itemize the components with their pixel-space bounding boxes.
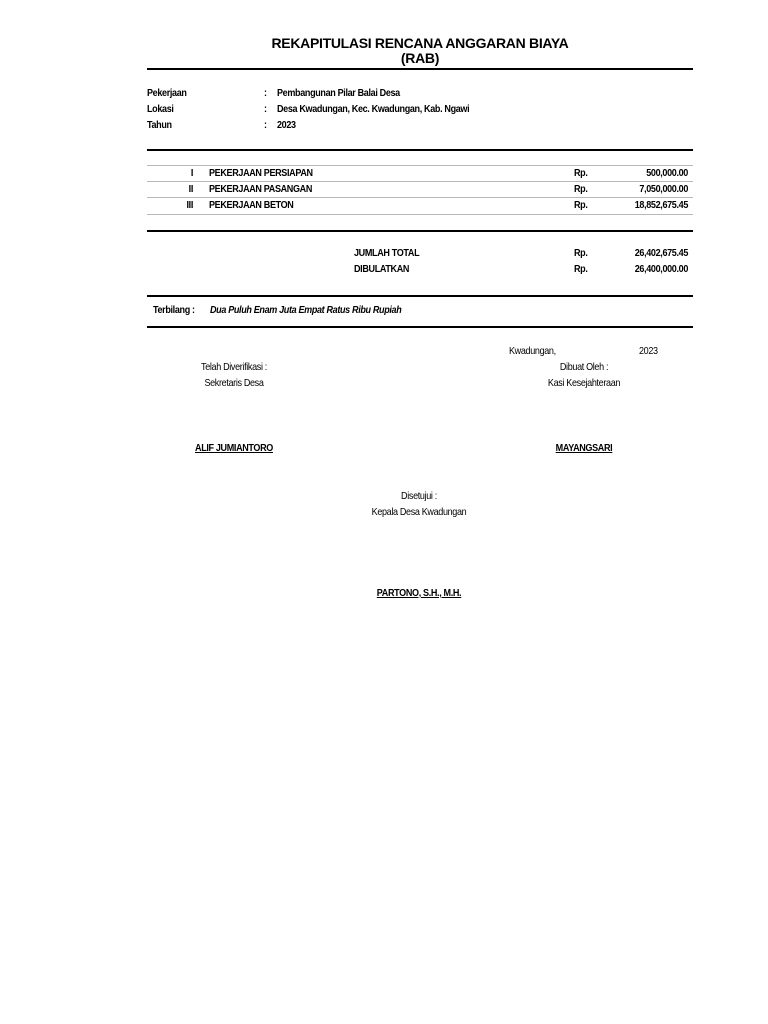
signature-place: Kwadungan,: [509, 345, 556, 357]
table-rule: [147, 230, 693, 232]
item-no: III: [186, 199, 193, 211]
info-value-tahun: 2023: [277, 119, 296, 131]
right-signature-caption: Dibuat Oleh :: [559, 361, 609, 373]
document-title: REKAPITULASI RENCANA ANGGARAN BIAYA: [271, 35, 569, 51]
rounded-amount: 26,400,000.00: [634, 263, 688, 275]
table-row-divider: [147, 197, 693, 198]
left-signatory-name: ALIF JUMIANTORO: [195, 442, 273, 454]
total-label: JUMLAH TOTAL: [354, 247, 420, 259]
signature-year: 2023: [639, 345, 658, 357]
total-amount: 26,402,675.45: [634, 247, 688, 259]
info-label-tahun: Tahun: [147, 119, 172, 131]
item-amount: 18,852,675.45: [634, 199, 688, 211]
totals-rule: [147, 295, 693, 297]
item-no: II: [188, 183, 193, 195]
rounded-label: DIBULATKAN: [354, 263, 410, 275]
table-row-divider: [147, 181, 693, 182]
rounded-currency: Rp.: [574, 263, 588, 275]
document-subtitle: (RAB): [400, 50, 440, 66]
info-value-pekerjaan: Pembangunan Pilar Balai Desa: [277, 87, 400, 99]
right-signatory-name: MAYANGSARI: [555, 442, 613, 454]
item-amount: 500,000.00: [646, 167, 688, 179]
center-signatory-name: PARTONO, S.H., M.H.: [376, 587, 462, 599]
terbilang-rule: [147, 326, 693, 328]
item-currency: Rp.: [574, 167, 588, 179]
info-rule: [147, 149, 693, 151]
item-amount: 7,050,000.00: [639, 183, 688, 195]
info-sep-lokasi: :: [264, 103, 267, 115]
center-signature-caption: Disetujui :: [401, 490, 437, 502]
item-name: PEKERJAAN PASANGAN: [209, 183, 313, 195]
info-value-lokasi: Desa Kwadungan, Kec. Kwadungan, Kab. Ngawi: [277, 103, 470, 115]
info-sep-pekerjaan: :: [264, 87, 267, 99]
terbilang-text: Dua Puluh Enam Juta Empat Ratus Ribu Rupiah: [210, 304, 402, 316]
center-signature-role: Kepala Desa Kwadungan: [371, 506, 467, 518]
terbilang-label: Terbilang :: [153, 304, 195, 316]
item-name: PEKERJAAN BETON: [209, 199, 294, 211]
total-currency: Rp.: [574, 247, 588, 259]
info-label-lokasi: Lokasi: [147, 103, 174, 115]
item-no: I: [190, 167, 193, 179]
left-signature-caption: Telah Diverifikasi :: [201, 361, 267, 373]
right-signature-role: Kasi Kesejahteraan: [547, 377, 621, 389]
left-signature-role: Sekretaris Desa: [204, 377, 264, 389]
info-label-pekerjaan: Pekerjaan: [147, 87, 187, 99]
table-row-divider: [147, 214, 693, 215]
info-sep-tahun: :: [264, 119, 267, 131]
item-name: PEKERJAAN PERSIAPAN: [209, 167, 313, 179]
item-currency: Rp.: [574, 199, 588, 211]
table-row-divider: [147, 165, 693, 166]
header-rule: [147, 68, 693, 70]
item-currency: Rp.: [574, 183, 588, 195]
